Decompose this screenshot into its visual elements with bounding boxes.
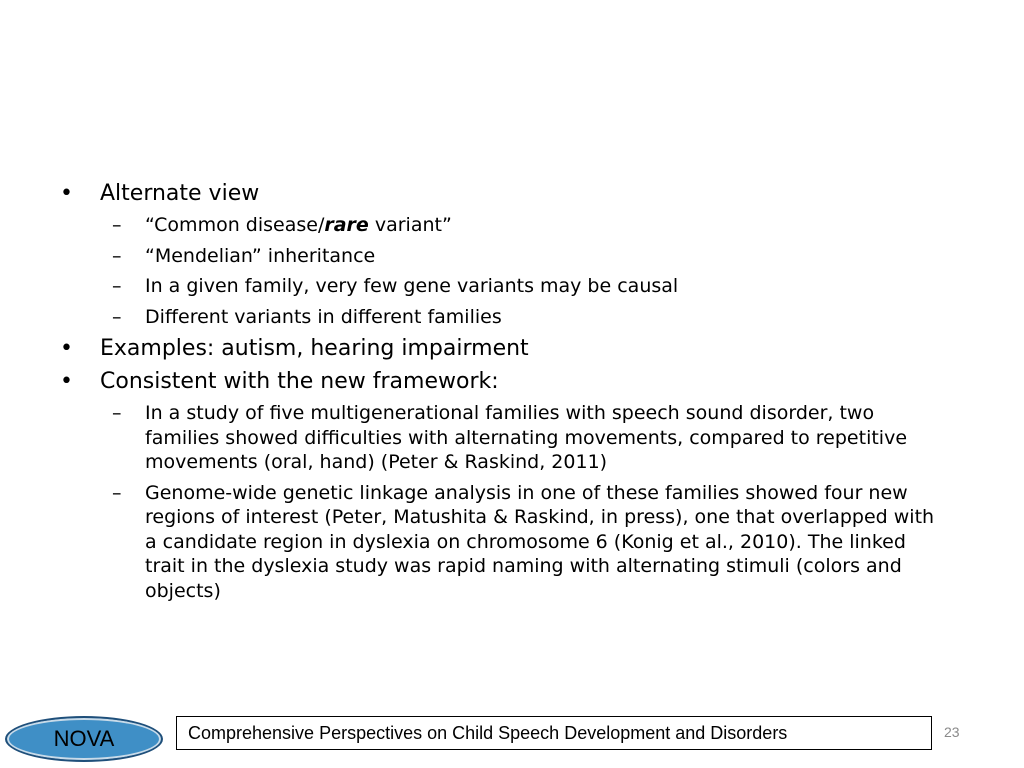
dash-symbol: – (112, 214, 122, 236)
dash-symbol: – (112, 402, 122, 424)
course-title: Comprehensive Perspectives on Child Speech Development and Disorders (188, 722, 788, 743)
dash-symbol: – (112, 275, 122, 297)
sub-bullet-item (60, 401, 945, 475)
dash-symbol: – (112, 244, 122, 267)
bullet-text: Alternate view (100, 181, 260, 206)
bullet-item (60, 335, 960, 363)
sub-bullet-item (60, 305, 945, 330)
sub-bullet-item (60, 244, 945, 269)
sub-bullet-list (60, 213, 960, 329)
nova-badge (5, 716, 163, 762)
sub-bullet-list (60, 401, 960, 603)
course-title-box (176, 716, 932, 750)
sub-bullet-text-before: “Common disease/ (145, 214, 325, 236)
bullet-text: Consistent with the new framework: (100, 369, 499, 394)
nova-badge-label: NOVA (53, 726, 115, 751)
sub-bullet-item (60, 274, 945, 299)
slide-body (60, 180, 960, 609)
sub-bullet-text: Genome-wide genetic linkage analysis in one of these families showed four new regions of interest (Peter, Matushita & Raskind, in press), one that overlapped with a candidate region in dyslexia on chromosome 6 (Konig et al., 2010). The linked trait in the dyslexia study was rapid naming with alternating stimuli (colors and objects) (145, 481, 935, 602)
page-number: 23 (944, 724, 960, 740)
bullet-symbol: • (60, 369, 73, 394)
sub-bullet-item (60, 213, 945, 238)
sub-bullet-text: In a given family, very few gene variants may be causal (145, 275, 679, 297)
dash-symbol: – (112, 481, 122, 504)
sub-bullet-item (60, 481, 945, 604)
sub-bullet-text (145, 214, 452, 236)
sub-bullet-text: “Mendelian” inheritance (145, 244, 376, 267)
bullet-text: Examples: autism, hearing impairment (100, 336, 529, 361)
bullet-symbol: • (60, 181, 73, 206)
emphasis-rare: rare (324, 214, 369, 236)
dash-symbol: – (112, 305, 122, 328)
bullet-item (60, 368, 960, 396)
sub-bullet-text: In a study of five multigenerational families with speech sound disorder, two families showed difficulties with alternating movements, compared to repetitive movements (oral, hand) (Peter & Raskind, 2011) (145, 402, 908, 473)
sub-bullet-text-after: variant” (368, 214, 452, 236)
bullet-symbol: • (60, 336, 73, 361)
sub-bullet-text: Different variants in different families (145, 305, 502, 328)
bullet-item (60, 180, 960, 208)
